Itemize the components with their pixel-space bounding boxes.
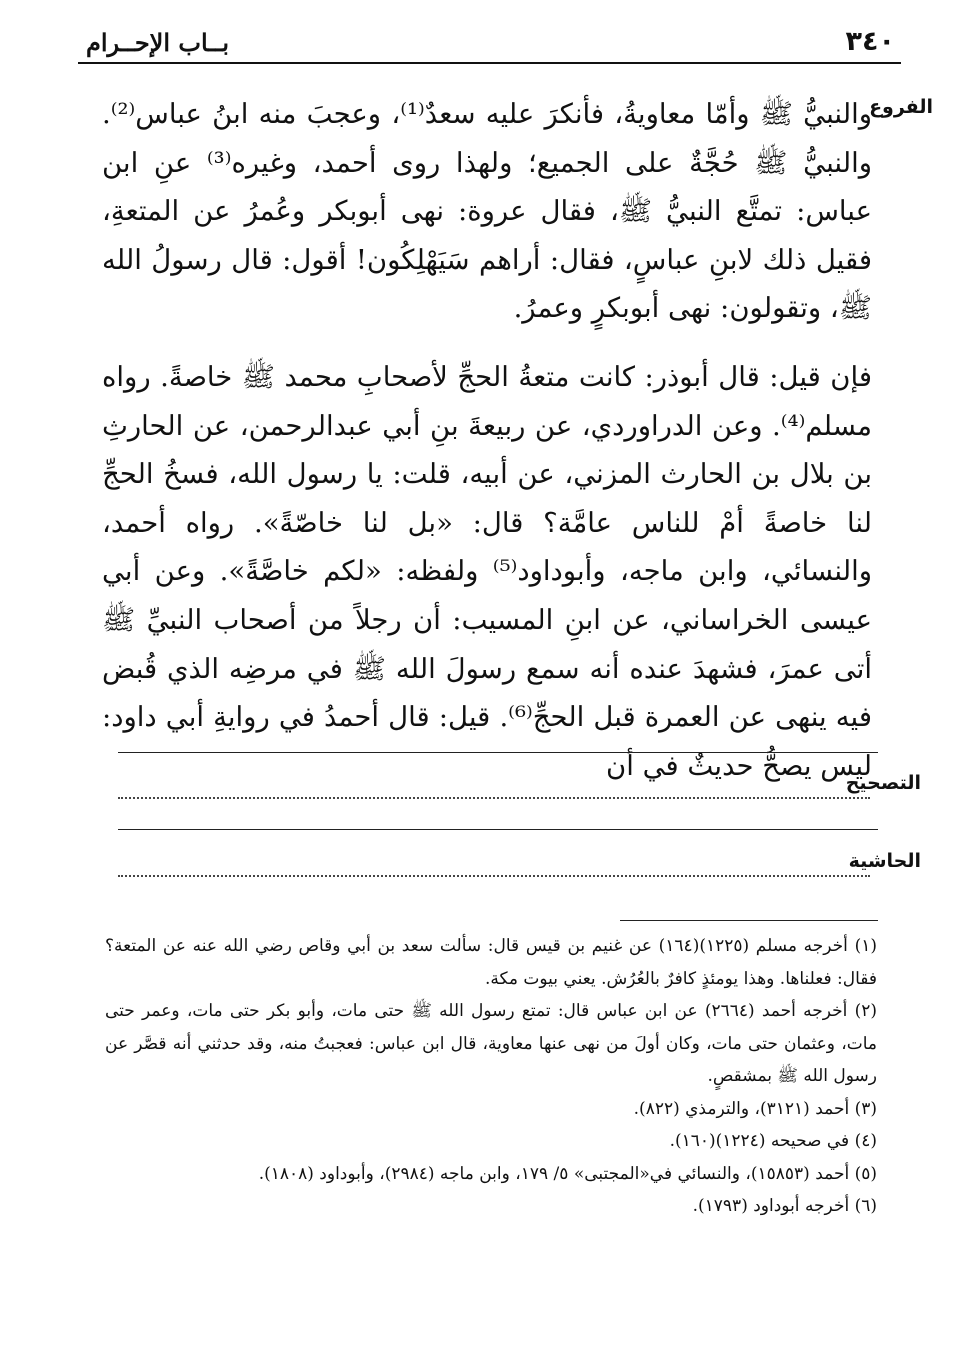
paragraph: فإن قيل: قال أبوذر: كانت متعةُ الحجِّ لأصحابِ محمد ﷺ خاصةً. رواه مسلم⁽⁴⁾. وعن الدراوردي، عن ربيعةَ بنِ أبي عبدالرحمن، عن الحارثِ بن بلال بن الحارث المزني، عن أبيه، قلت: يا رسول الله، فسخُ الحجِّ لنا خاصةً أمْ للناس عامَّة؟ قال: «بل لنا خاصّةً». رواه أحمد، والنسائي، وابن ماجه، وأبوداود⁽⁵⁾ ولفظه: «لكم خاصَّةً». وعن أبي عيسى الخراساني، عن ابنِ المسيب: أن رجلاً من أصحاب النبيِّ ﷺ أتى عمرَ، فشهدَ عنده أنه سمع رسولَ الله ﷺ في مرضِه الذي قُبض فيه ينهى عن العمرة قبل الحجِّ⁽⁶⁾. قيل: قال أحمدُ في روايةِ أبي داود: ليس يصحُّ حديثٌ في أن — [102, 360, 872, 782]
paragraph: والنبيُّ ﷺ وأمّا معاويةُ، فأنكرَ عليه سعدٌ⁽¹⁾، وعجبَ منه ابنُ عباس⁽²⁾. والنبيُّ ﷺ حُجَّةٌ على الجميع؛ ولهذا روى أحمد، وغيره⁽³⁾ عنِ ابن عباس: تمتَّع النبيُّ ﷺ، فقال عروة: نهى أبوبكر وعُمرُ عن المتعةِ، فقيل ذلك لابنِ عباسٍ، فقال: أراهم سَيَهْلِكُون! أقول: قال رسولُ الله ﷺ، وتقولون: نهى أبوبكرٍ وعمرُ. — [102, 98, 872, 325]
chapter-title: بــاب الإحــرام — [86, 28, 230, 57]
margin-label-tashih: التصحيح — [845, 772, 921, 794]
footnote: (١) أخرجه مسلم (١٢٢٥)(١٦٤) عن غنيم بن قيس قال: سألت سعد بن أبي وقاص رضي الله عنه عن المتعة؟ فقال: فعلناها. وهذا يومئذٍ كافرٌ بالعُرُش. يعني بيوت مكة. — [105, 936, 877, 989]
page-header — [78, 26, 901, 58]
header-rule — [78, 62, 901, 64]
divider — [118, 829, 878, 830]
margin-label-hashiya: الحاشية — [848, 850, 921, 872]
footnote: (٢) أخرجه أحمد (٢٦٦٤) عن ابن عباس قال: تمتع رسول الله ﷺ حتى مات، وأبو بكر حتى مات، وعمر حتى مات، وعثمان حتى مات، وكان أولَ من نهى عنها معاوية، قال ابن عباس: فعجبتُ منه، وقد حدثني أنه قصَّر عن رسول الله ﷺ بمشقصٍ. — [105, 1001, 877, 1086]
footnote: (٤) في صحيحه (١٢٢٤)(١٦٠). — [669, 1131, 877, 1151]
page-number: ٣٤٠ — [845, 26, 895, 57]
dotted-line — [118, 875, 870, 877]
footnote: (٦) أخرجه أبوداود (١٧٩٣). — [692, 1196, 877, 1216]
footnote: (٥) أحمد (١٥٨٥٣)، والنسائي في«المجتبى» ٥/ ١٧٩، وابن ماجه (٢٩٨٤)، وأبوداود (١٨٠٨). — [258, 1163, 877, 1184]
footnote-separator — [620, 920, 878, 921]
margin-label-furu: الفروع — [869, 96, 933, 118]
footnote: (٣) أحمد (٣١٢١)، والترمذي (٨٢٢). — [633, 1098, 877, 1119]
footnotes — [105, 930, 877, 1223]
main-text — [102, 90, 872, 790]
divider — [118, 752, 878, 753]
dotted-line — [118, 797, 870, 799]
